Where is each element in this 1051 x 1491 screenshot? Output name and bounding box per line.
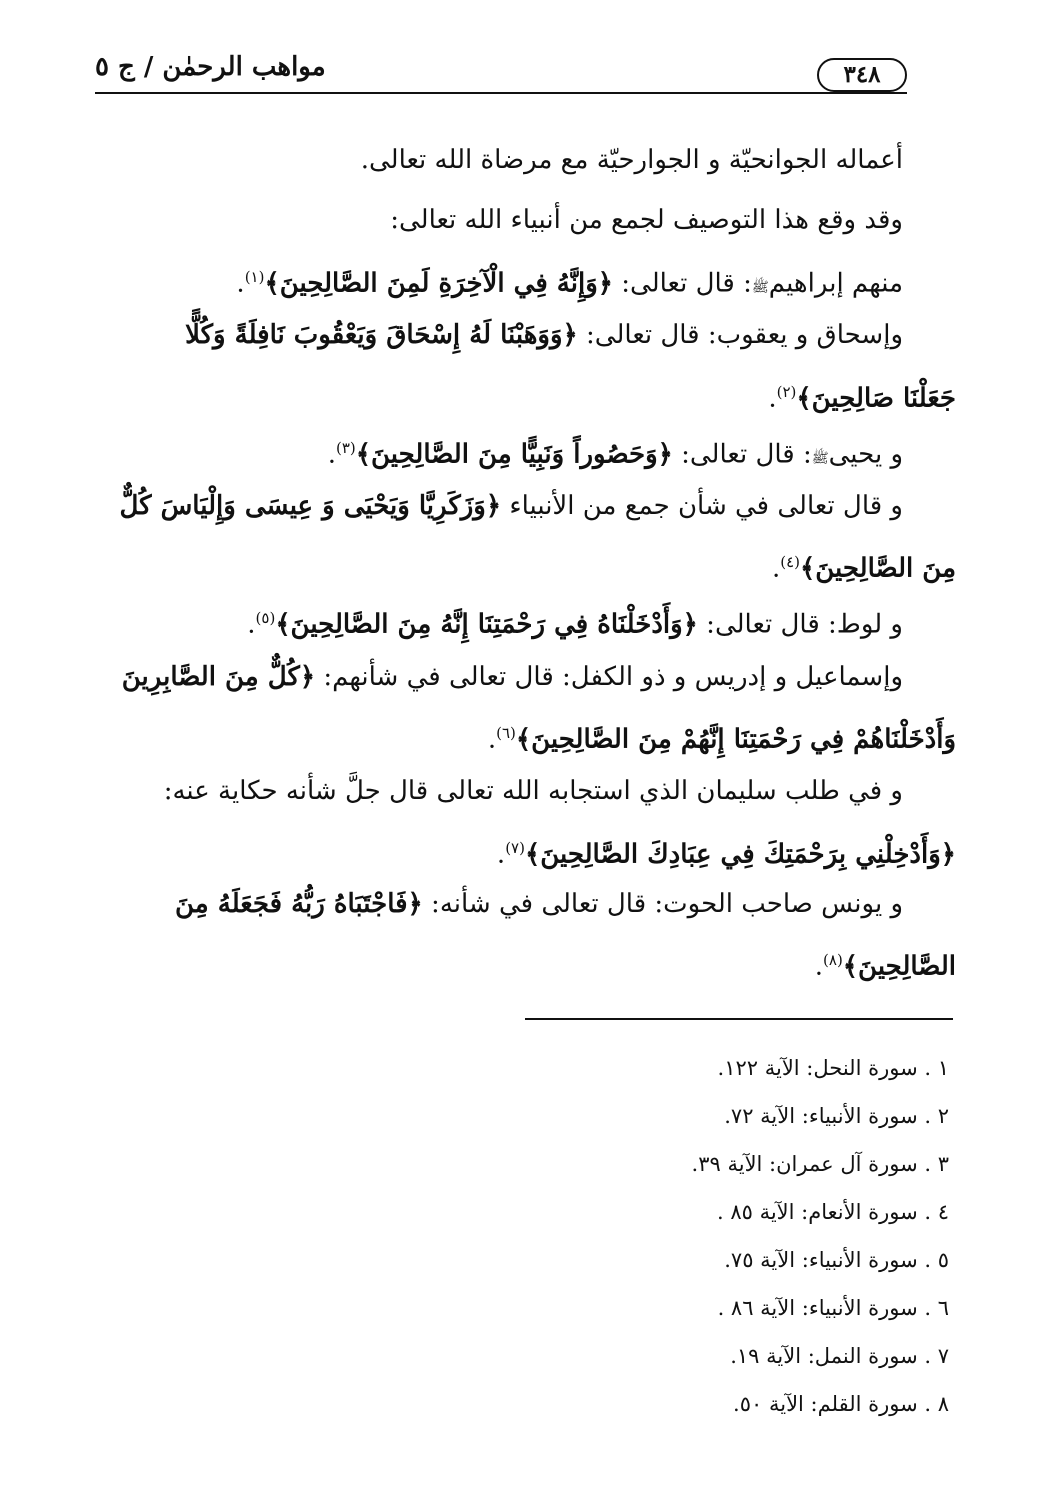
paragraph-2: وقد وقع هذا التوصيف لجمع من أنبياء الله تعالى:	[390, 205, 903, 235]
quran-verse: مِنَ الصَّالِحِينَ﴾	[800, 553, 956, 584]
p10-text: و يونس صاحب الحوت: قال تعالى في شأنه:	[422, 889, 903, 919]
footnote-5: ٥ . سورة الأنبياء: الآية ٧٥.	[724, 1248, 949, 1272]
footnote-ref-8: (٨)	[823, 951, 843, 969]
quran-verse: ﴿وَأَدْخِلْنِي بِرَحْمَتِكَ فِي عِبَادِكَ الصَّالِحِينَ﴾	[524, 839, 956, 870]
quran-verse: ﴿فَاجْتَبَاهُ رَبُّهُ فَجَعَلَهُ مِنَ	[174, 889, 423, 919]
period: .	[236, 268, 245, 299]
paragraph-1: أعماله الجوانحيّة و الجوارحيّة مع مرضاة الله تعالى.	[360, 145, 903, 175]
paragraph-9-line-1: و في طلب سليمان الذي استجابه الله تعالى قال جلَّ شأنه حكاية عنه:	[163, 776, 903, 806]
period: .	[814, 951, 824, 982]
paragraph-8-line-1	[122, 657, 903, 697]
paragraph-5	[328, 428, 903, 479]
p3-text-2: : قال تعالى:	[613, 268, 752, 299]
period: .	[771, 553, 781, 584]
p7-text: و لوط: قال تعالى:	[697, 609, 903, 640]
quran-verse: ﴿وَأَدْخَلْنَاهُ فِي رَحْمَتِنَا إِنَّهُ مِنَ الصَّالِحِينَ﴾	[275, 609, 698, 640]
paragraph-9-line-2	[497, 828, 956, 875]
quran-verse: الصَّالِحِينَ﴾	[842, 951, 956, 982]
running-title: مواهب الرحمٰن / ج ٥	[95, 52, 326, 82]
paragraph-3	[236, 257, 903, 308]
footnote-ref-7: (٧)	[505, 839, 525, 857]
paragraph-6-line-1	[119, 486, 903, 526]
paragraph-6-line-2	[772, 542, 956, 589]
quran-verse: ﴿كُلٌّ مِنَ الصَّابِرِينَ	[121, 662, 316, 692]
paragraph-7	[247, 598, 903, 645]
quran-verse: جَعَلْنَا صَالِحِينَ﴾	[796, 383, 956, 414]
p4-text: وإسحاق و يعقوب: قال تعالى:	[577, 320, 903, 350]
footnote-ref-6: (٦)	[496, 724, 516, 742]
quran-verse: ﴿وَوَهَبْنَا لَهُ إِسْحَاقَ وَيَعْقُوبَ نَافِلَةً وَكُلًّا	[185, 320, 578, 350]
paragraph-8-line-2	[488, 713, 956, 760]
footnote-ref-1: (١)	[244, 268, 265, 286]
footnote-ref-3: (٣)	[335, 439, 356, 457]
period: .	[327, 439, 336, 470]
p6-text: و قال تعالى في شأن جمع من الأنبياء	[501, 491, 903, 521]
quran-verse: وَأَدْخَلْنَاهُمْ فِي رَحْمَتِنَا إِنَّهُمْ مِنَ الصَّالِحِينَ﴾	[515, 724, 956, 755]
header-rule	[95, 92, 907, 94]
p3-text: منهم إبراهيم	[768, 268, 903, 299]
p5-text: و يحيى	[828, 439, 903, 470]
p5-text-2: : قال تعالى:	[672, 439, 812, 470]
period: .	[496, 839, 506, 870]
footnote-4: ٤ . سورة الأنعام: الآية ٨٥ .	[716, 1200, 949, 1224]
pbuh-glyph: ﷺ	[751, 279, 769, 296]
footnote-2: ٢ . سورة الأنبياء: الآية ٧٢.	[724, 1104, 949, 1128]
paragraph-4-line-2	[768, 372, 956, 419]
pbuh-glyph: ﷺ	[811, 450, 829, 467]
page-number: ٣٤٨	[817, 58, 907, 92]
footnote-6: ٦ . سورة الأنبياء: الآية ٨٦ .	[717, 1296, 949, 1320]
paragraph-10-line-2	[815, 940, 956, 987]
period: .	[487, 724, 497, 755]
footnote-1: ١ . سورة النحل: الآية ١٢٢.	[717, 1056, 949, 1080]
footnote-7: ٧ . سورة النمل: الآية ١٩.	[730, 1344, 949, 1368]
quran-verse: ﴿وَزَكَرِيَّا وَيَحْيَى وَ عِيسَى وَإِلْيَاسَ كُلٌّ	[119, 491, 502, 521]
quran-verse: ﴿وَإِنَّهُ فِي الْآخِرَةِ لَمِنَ الصَّالِحِينَ﴾	[264, 268, 613, 299]
footnote-ref-2: (٢)	[776, 383, 797, 401]
paragraph-10-line-1	[175, 884, 903, 924]
paragraph-4-line-1	[185, 315, 903, 355]
quran-verse: ﴿وَحَصُوراً وَنَبِيًّا مِنَ الصَّالِحِينَ﴾	[355, 439, 673, 470]
period: .	[247, 609, 256, 640]
period: .	[768, 383, 777, 414]
footnote-ref-4: (٤)	[780, 553, 801, 571]
p8-text: وإسماعيل و إدريس و ذو الكفل: قال تعالى في شأنهم:	[315, 662, 903, 692]
footnote-3: ٣ . سورة آل عمران: الآية ٣٩.	[691, 1152, 949, 1176]
footnote-rule	[525, 1018, 953, 1020]
footnote-8: ٨ . سورة القلم: الآية ٥٠.	[733, 1392, 949, 1416]
footnote-ref-5: (٥)	[255, 609, 276, 627]
